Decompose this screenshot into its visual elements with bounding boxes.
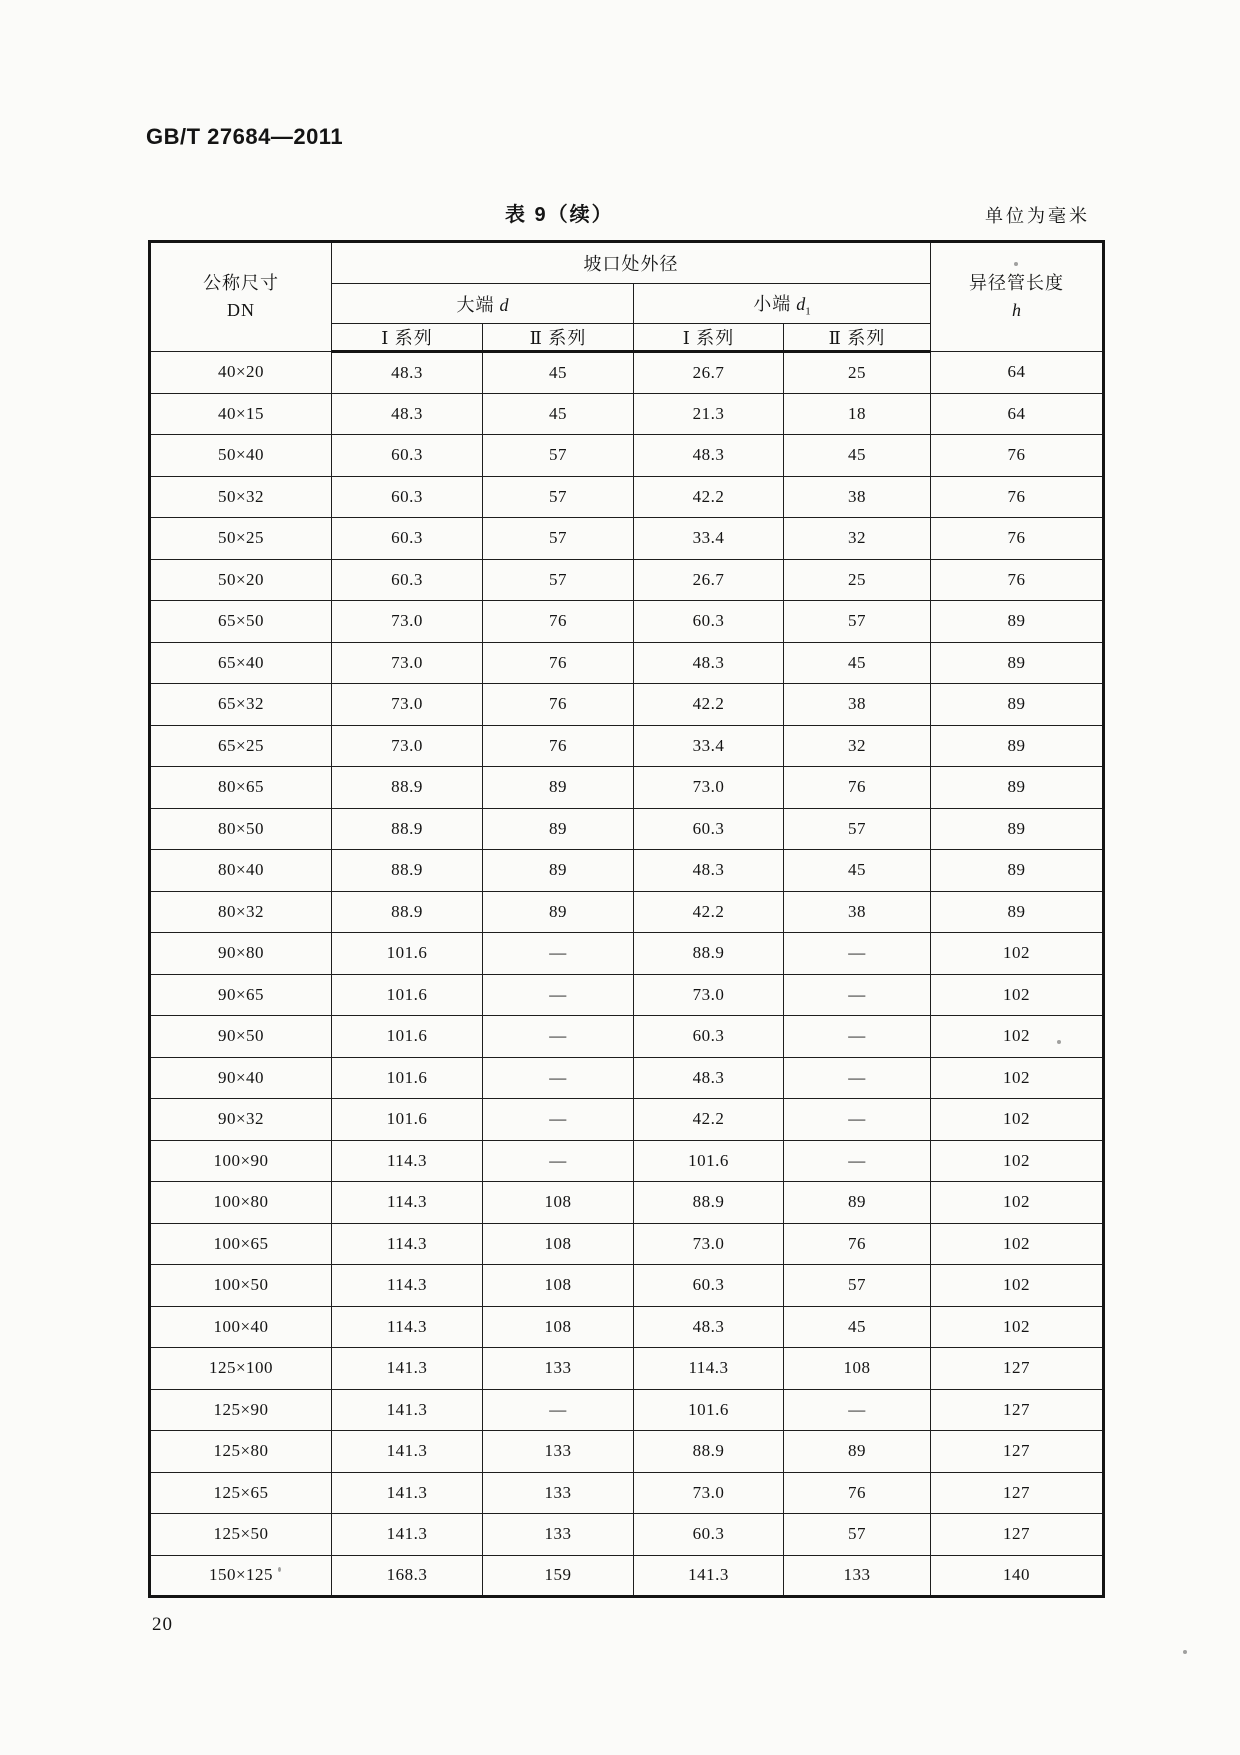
table-cell: 50×40 — [150, 435, 332, 477]
table-row — [150, 1389, 1104, 1431]
table-cell: — — [784, 1057, 931, 1099]
table-cell: 42.2 — [634, 476, 784, 518]
table-cell: 89 — [483, 850, 634, 892]
table-cell: 88.9 — [332, 891, 483, 933]
table-cell: 50×32 — [150, 476, 332, 518]
table-cell: 73.0 — [634, 767, 784, 809]
table-row — [150, 1265, 1104, 1307]
table-cell: 57 — [483, 518, 634, 560]
table-cell: 101.6 — [332, 1057, 483, 1099]
standard-number: GB/T 27684—2011 — [146, 124, 344, 149]
table-cell: 65×40 — [150, 642, 332, 684]
table-cell: 125×90 — [150, 1389, 332, 1431]
table-cell: 133 — [483, 1348, 634, 1390]
table-cell: 76 — [483, 601, 634, 643]
table-cell: 133 — [483, 1431, 634, 1473]
table-cell: 42.2 — [634, 1099, 784, 1141]
scan-speck — [1057, 1040, 1061, 1044]
table-cell: 57 — [483, 476, 634, 518]
table-cell: 48.3 — [634, 1057, 784, 1099]
header-reducer-length-var: h — [1012, 300, 1021, 320]
table-cell: 89 — [931, 891, 1104, 933]
table-cell: 45 — [784, 435, 931, 477]
table-cell: 57 — [784, 1514, 931, 1556]
table-cell: 89 — [931, 850, 1104, 892]
table-cell: 80×40 — [150, 850, 332, 892]
table-row — [150, 393, 1104, 435]
scan-speck — [1014, 262, 1018, 266]
header-reducer-length — [931, 242, 1104, 352]
table-row — [150, 933, 1104, 975]
table-cell: — — [784, 1016, 931, 1058]
table-cell: 127 — [931, 1389, 1104, 1431]
table-cell: 90×65 — [150, 974, 332, 1016]
table-row — [150, 1348, 1104, 1390]
table-cell: 64 — [931, 352, 1104, 394]
table-cell: — — [483, 1057, 634, 1099]
table-cell: 45 — [784, 850, 931, 892]
table-row — [150, 559, 1104, 601]
table-cell: 141.3 — [332, 1348, 483, 1390]
table-cell: 108 — [483, 1223, 634, 1265]
table-cell: 141.3 — [332, 1431, 483, 1473]
table-cell: 33.4 — [634, 518, 784, 560]
table-cell: 127 — [931, 1472, 1104, 1514]
table-cell: 89 — [784, 1182, 931, 1224]
table-cell: 89 — [931, 601, 1104, 643]
table-cell: 102 — [931, 933, 1104, 975]
table-cell: 76 — [784, 1223, 931, 1265]
table-cell: 168.3 — [332, 1555, 483, 1597]
table-cell: 65×32 — [150, 684, 332, 726]
table-cell: 108 — [483, 1306, 634, 1348]
table-row — [150, 1182, 1104, 1224]
table-row — [150, 518, 1104, 560]
scan-speck — [1183, 1650, 1187, 1654]
header-small-end: 小端 $d_1$ — [634, 284, 931, 324]
table-cell: 76 — [483, 642, 634, 684]
table-cell: 89 — [931, 808, 1104, 850]
table-cell: 133 — [483, 1514, 634, 1556]
table-cell: 76 — [483, 725, 634, 767]
table-cell: 102 — [931, 1223, 1104, 1265]
table-cell: 100×80 — [150, 1182, 332, 1224]
unit-note: 单位为毫米 — [985, 206, 1090, 226]
table-row — [150, 808, 1104, 850]
table-cell: 114.3 — [332, 1306, 483, 1348]
table-cell: 60.3 — [634, 808, 784, 850]
table-cell: 114.3 — [332, 1223, 483, 1265]
table-row — [150, 1555, 1104, 1597]
table-cell: 48.3 — [332, 352, 483, 394]
table-cell: 73.0 — [634, 974, 784, 1016]
table-cell: 32 — [784, 725, 931, 767]
header-nominal-size — [150, 242, 332, 352]
table-cell: 101.6 — [332, 974, 483, 1016]
table-cell: 73.0 — [332, 601, 483, 643]
table-header — [150, 242, 1104, 352]
table-cell: 102 — [931, 1306, 1104, 1348]
table-cell: 88.9 — [634, 933, 784, 975]
table-cell: 89 — [931, 684, 1104, 726]
table-row — [150, 1140, 1104, 1182]
table-row — [150, 767, 1104, 809]
table-cell: 42.2 — [634, 684, 784, 726]
table-cell: 60.3 — [634, 1016, 784, 1058]
table-cell: 101.6 — [634, 1389, 784, 1431]
table-cell: 88.9 — [332, 850, 483, 892]
table-cell: 25 — [784, 352, 931, 394]
header-big-end-series-1: Ⅰ 系列 — [332, 324, 483, 352]
header-nominal-size-dn: DN — [227, 300, 255, 320]
table-cell: 48.3 — [634, 642, 784, 684]
table-cell: 102 — [931, 974, 1104, 1016]
table-cell: 48.3 — [634, 435, 784, 477]
table-cell: 125×100 — [150, 1348, 332, 1390]
table-cell: 90×40 — [150, 1057, 332, 1099]
table-cell: 45 — [483, 393, 634, 435]
table-cell: 127 — [931, 1431, 1104, 1473]
table-cell: 125×50 — [150, 1514, 332, 1556]
table-cell: 80×65 — [150, 767, 332, 809]
header-big-end: 大端 d — [332, 284, 634, 324]
table-cell: 89 — [483, 808, 634, 850]
table-cell: 89 — [483, 767, 634, 809]
header-small-end-series-1: Ⅰ 系列 — [634, 324, 784, 352]
table-cell: 102 — [931, 1057, 1104, 1099]
table-cell: 57 — [784, 601, 931, 643]
table-cell: 114.3 — [332, 1265, 483, 1307]
table-cell: 57 — [483, 559, 634, 601]
table-cell: — — [483, 1389, 634, 1431]
table-cell: — — [784, 1389, 931, 1431]
table-cell: 108 — [483, 1182, 634, 1224]
table-cell: 45 — [483, 352, 634, 394]
table-cell: 57 — [784, 1265, 931, 1307]
table-cell: 80×32 — [150, 891, 332, 933]
table-cell: 40×15 — [150, 393, 332, 435]
table-cell: 73.0 — [634, 1223, 784, 1265]
table-cell: 48.3 — [634, 850, 784, 892]
table-row — [150, 435, 1104, 477]
table-cell: 89 — [931, 642, 1104, 684]
table-row — [150, 850, 1104, 892]
table-cell: 108 — [483, 1265, 634, 1307]
table-cell: 60.3 — [332, 518, 483, 560]
table-cell: 159 — [483, 1555, 634, 1597]
table-row — [150, 725, 1104, 767]
table-cell: 33.4 — [634, 725, 784, 767]
table-cell: 42.2 — [634, 891, 784, 933]
table-cell: 100×50 — [150, 1265, 332, 1307]
page-number: 20 — [152, 1614, 173, 1635]
table-cell: 150×125 — [150, 1555, 332, 1597]
table-cell: — — [784, 1140, 931, 1182]
table-cell: 88.9 — [332, 808, 483, 850]
table-cell: 73.0 — [332, 642, 483, 684]
table-row — [150, 1306, 1104, 1348]
table-cell: 60.3 — [634, 1514, 784, 1556]
table-cell: 101.6 — [332, 1099, 483, 1141]
table-cell: 32 — [784, 518, 931, 560]
table-cell: 89 — [931, 725, 1104, 767]
table-cell: 60.3 — [332, 435, 483, 477]
table-cell: 50×25 — [150, 518, 332, 560]
table-cell: — — [483, 1016, 634, 1058]
table-cell: 101.6 — [332, 933, 483, 975]
table-cell: 102 — [931, 1016, 1104, 1058]
table-row — [150, 1099, 1104, 1141]
table-row — [150, 642, 1104, 684]
table-cell: 80×50 — [150, 808, 332, 850]
table-cell: 133 — [784, 1555, 931, 1597]
table-cell: 114.3 — [634, 1348, 784, 1390]
table-cell: 89 — [784, 1431, 931, 1473]
table-cell: 102 — [931, 1099, 1104, 1141]
table-cell: — — [784, 974, 931, 1016]
table-cell: 141.3 — [332, 1514, 483, 1556]
table-cell: 76 — [784, 767, 931, 809]
table-cell: 114.3 — [332, 1140, 483, 1182]
table-cell: 125×80 — [150, 1431, 332, 1473]
table-cell: 133 — [483, 1472, 634, 1514]
table-cell: 76 — [931, 559, 1104, 601]
table-row — [150, 476, 1104, 518]
table-cell: 73.0 — [332, 725, 483, 767]
table-cell: 25 — [784, 559, 931, 601]
table-cell: 100×40 — [150, 1306, 332, 1348]
header-small-end-series-2: Ⅱ 系列 — [784, 324, 931, 352]
scan-speck — [278, 1567, 281, 1572]
table-cell: 76 — [784, 1472, 931, 1514]
table-cell: 125×65 — [150, 1472, 332, 1514]
table-row — [150, 352, 1104, 394]
table-cell: 38 — [784, 476, 931, 518]
table-cell: — — [483, 1140, 634, 1182]
table-row — [150, 1016, 1104, 1058]
table-cell: 89 — [483, 891, 634, 933]
table-row — [150, 1431, 1104, 1473]
table-cell: 60.3 — [634, 601, 784, 643]
table-cell: 50×20 — [150, 559, 332, 601]
table-cell: 73.0 — [332, 684, 483, 726]
table-cell: 48.3 — [634, 1306, 784, 1348]
header-row-1 — [150, 242, 1104, 284]
table-cell: 90×50 — [150, 1016, 332, 1058]
table-cell: — — [483, 974, 634, 1016]
table-row — [150, 601, 1104, 643]
table-row — [150, 1223, 1104, 1265]
table-cell: 102 — [931, 1140, 1104, 1182]
table-cell: 21.3 — [634, 393, 784, 435]
table-cell: — — [483, 933, 634, 975]
table-cell: 88.9 — [332, 767, 483, 809]
table-cell: 90×32 — [150, 1099, 332, 1141]
header-groove-outer-diameter: 坡口处外径 — [332, 242, 931, 284]
table-cell: — — [784, 933, 931, 975]
table-cell: 48.3 — [332, 393, 483, 435]
table-cell: 90×80 — [150, 933, 332, 975]
dimension-table — [148, 240, 1105, 1598]
table-cell: 127 — [931, 1348, 1104, 1390]
table-cell: 108 — [784, 1348, 931, 1390]
table-cell: 89 — [931, 767, 1104, 809]
table-cell: 127 — [931, 1514, 1104, 1556]
table-cell: 76 — [483, 684, 634, 726]
table-cell: 26.7 — [634, 352, 784, 394]
table-cell: 141.3 — [634, 1555, 784, 1597]
table-row — [150, 1472, 1104, 1514]
table-cell: 64 — [931, 393, 1104, 435]
table-cell: 60.3 — [332, 559, 483, 601]
table-cell: 102 — [931, 1265, 1104, 1307]
table-body — [150, 352, 1104, 1597]
table-row — [150, 1057, 1104, 1099]
table-cell: 26.7 — [634, 559, 784, 601]
table-cell: 60.3 — [634, 1265, 784, 1307]
table-cell: 73.0 — [634, 1472, 784, 1514]
table-caption: 表 9（续） — [505, 204, 614, 226]
table-cell: 141.3 — [332, 1472, 483, 1514]
table-cell: 76 — [931, 518, 1104, 560]
table-row — [150, 684, 1104, 726]
table-cell: — — [784, 1099, 931, 1141]
table-row — [150, 974, 1104, 1016]
table-cell: 60.3 — [332, 476, 483, 518]
table-cell: 100×65 — [150, 1223, 332, 1265]
table-cell: 45 — [784, 642, 931, 684]
table-cell: 114.3 — [332, 1182, 483, 1224]
table-cell: 76 — [931, 476, 1104, 518]
table-cell: 102 — [931, 1182, 1104, 1224]
table-cell: 18 — [784, 393, 931, 435]
table-cell: 65×50 — [150, 601, 332, 643]
table-cell: — — [483, 1099, 634, 1141]
table-cell: 57 — [784, 808, 931, 850]
table-cell: 88.9 — [634, 1431, 784, 1473]
table-row — [150, 891, 1104, 933]
table-cell: 100×90 — [150, 1140, 332, 1182]
table-cell: 40×20 — [150, 352, 332, 394]
header-big-end-series-2: Ⅱ 系列 — [483, 324, 634, 352]
header-nominal-size-zh: 公称尺寸 — [203, 273, 279, 293]
header-reducer-length-zh: 异径管长度 — [969, 273, 1064, 293]
table-cell: 141.3 — [332, 1389, 483, 1431]
table-cell: 101.6 — [332, 1016, 483, 1058]
table-row — [150, 1514, 1104, 1556]
table-cell: 65×25 — [150, 725, 332, 767]
table-cell: 88.9 — [634, 1182, 784, 1224]
table-cell: 45 — [784, 1306, 931, 1348]
table-cell: 38 — [784, 891, 931, 933]
table-cell: 76 — [931, 435, 1104, 477]
table-cell: 101.6 — [634, 1140, 784, 1182]
table-cell: 38 — [784, 684, 931, 726]
table-cell: 140 — [931, 1555, 1104, 1597]
table-cell: 57 — [483, 435, 634, 477]
